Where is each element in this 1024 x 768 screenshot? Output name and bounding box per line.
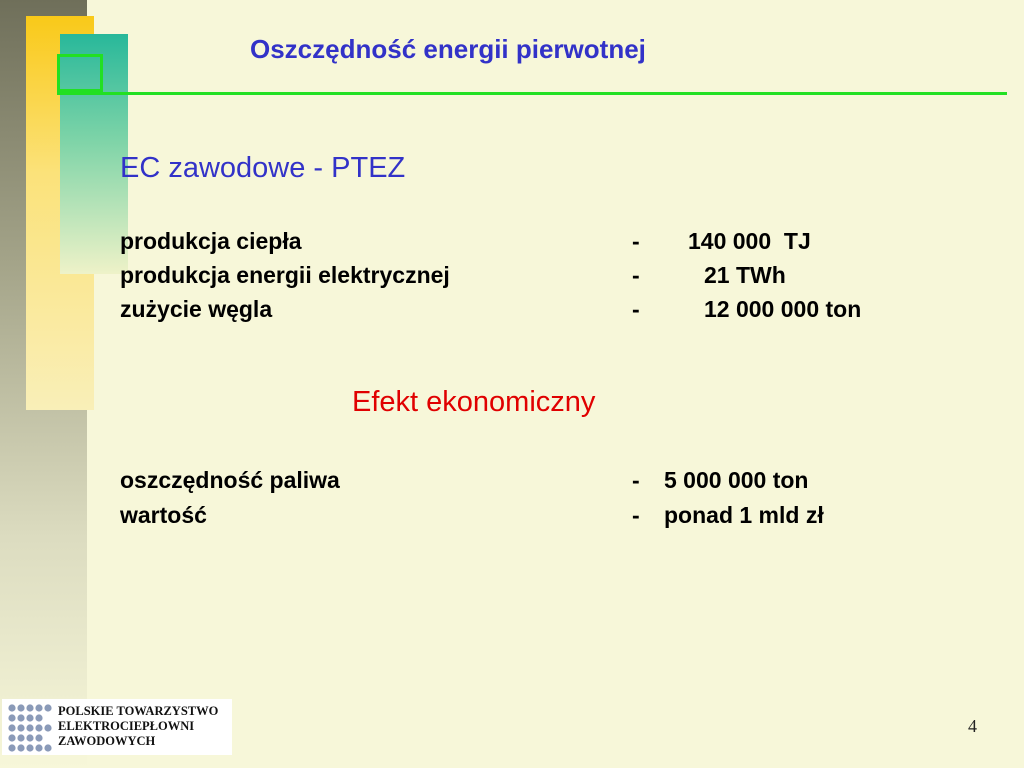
page-number: 4 — [968, 716, 977, 736]
row-label: produkcja ciepła — [120, 228, 302, 254]
section-heading-efekt: Efekt ekonomiczny — [352, 386, 596, 418]
section-heading-ptez: EC zawodowe - PTEZ — [120, 152, 406, 184]
row-dash: - — [632, 228, 640, 254]
ptez-logo — [2, 699, 232, 755]
logo-line-2: ELEKTROCIEPŁOWNI — [58, 719, 195, 733]
row-dash: - — [632, 502, 640, 528]
row-dash: - — [632, 296, 640, 322]
row-value: ponad 1 mld zł — [664, 502, 824, 528]
row-dash: - — [632, 262, 640, 288]
logo-line-1: POLSKIE TOWARZYSTWO — [58, 704, 219, 718]
row-label: oszczędność paliwa — [120, 467, 340, 493]
row-label: wartość — [120, 502, 207, 528]
row-value: 140 000 TJ — [688, 228, 811, 254]
row-value: 12 000 000 ton — [704, 296, 862, 322]
title-underline — [57, 92, 1007, 95]
row-label: produkcja energii elektrycznej — [120, 262, 450, 288]
row-label: zużycie węgla — [120, 296, 273, 322]
row-value: 21 TWh — [704, 262, 786, 288]
decor-green-square — [57, 54, 103, 92]
slide-title: Oszczędność energii pierwotnej — [250, 34, 646, 64]
row-dash: - — [632, 467, 640, 493]
row-value: 5 000 000 ton — [664, 467, 809, 493]
logo-line-3: ZAWODOWYCH — [58, 734, 156, 748]
logo-text — [58, 704, 218, 749]
logo-dots-icon — [6, 702, 54, 754]
